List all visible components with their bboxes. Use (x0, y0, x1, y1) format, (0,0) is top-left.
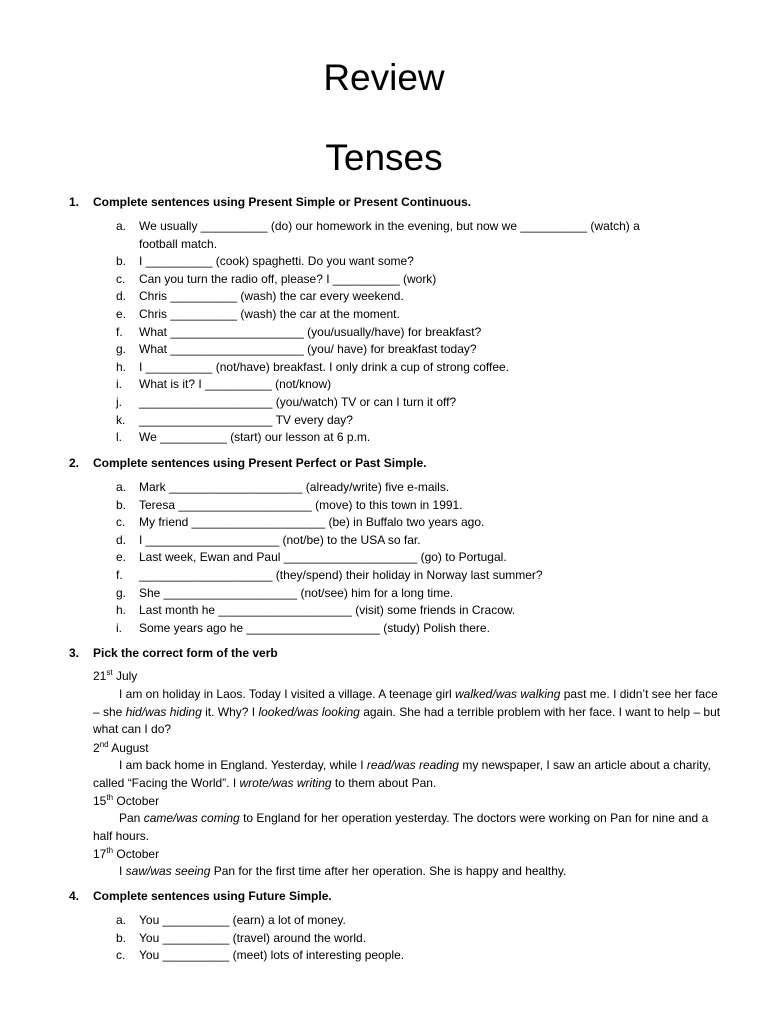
diary-date: 2nd August (93, 740, 149, 755)
diary-paragraph: I am on holiday in Laos. Today I visited a village. A teenage girl walked/was walking past me. I didn’t see her face – she hid/was hiding it. Why? I looked/was looking again. She had a terrible problem with her face. I want to help – but what can I do? (93, 687, 721, 737)
list-item: e. Chris __________ (wash) the car at the moment. (116, 306, 400, 321)
diary-date: 15th October (93, 793, 160, 808)
list-item: d. I ____________________ (not/be) to the USA so far. (116, 532, 421, 547)
section-heading-1: 1. Complete sentences using Present Simple or Present Continuous. (69, 195, 472, 209)
list-item: b. I __________ (cook) spaghetti. Do you want some? (116, 254, 414, 269)
list-item: h. I __________ (not/have) breakfast. I only drink a cup of strong coffee. (116, 359, 510, 374)
section-1-list (0, 218, 699, 447)
list-item: g. She ____________________ (not/see) him for a long time. (116, 585, 454, 600)
verb-choice: hid/was hiding (125, 704, 202, 719)
list-item: c. My friend ____________________ (be) in Buffalo two years ago. (116, 515, 485, 530)
verb-choice: walked/was walking (455, 687, 561, 701)
list-item: c. You __________ (meet) lots of interesting people. (116, 948, 405, 963)
list-item: h. Last month he ____________________ (visit) some friends in Cracow. (116, 603, 516, 618)
list-item: i. What is it? I __________ (not/know) (116, 377, 332, 392)
list-item: a. We usually __________ (do) our homework in the evening, but now we __________ (watch) a football match. (116, 219, 640, 251)
list-item: a. Mark ____________________ (already/write) five e-mails. (116, 480, 450, 494)
page-title: Review (323, 57, 445, 98)
verb-choice: wrote/was writing (239, 775, 332, 790)
section-heading-4: 4. Complete sentences using Future Simple. (69, 889, 332, 903)
list-item: f. What ____________________ (you/usually/have) for breakfast? (116, 324, 482, 339)
list-item: a. You __________ (earn) a lot of money. (116, 913, 346, 927)
list-item: c. Can you turn the radio off, please? I __________ (work) (116, 271, 437, 286)
list-item: d. Chris __________ (wash) the car every weekend. (116, 289, 404, 304)
diary-paragraph: Pan came/was coming to England for her operation yesterday. The doctors were working on Pan for nine and a half hours. (93, 811, 709, 843)
diary-date: 21st July (93, 668, 138, 683)
diary-paragraph: I am back home in England. Yesterday, while I read/was reading my newspaper, I saw an article about a charity, called “Facing the World”. I wrote/was writing to them about Pan. (93, 758, 711, 790)
list-item: f. ____________________ (they/spend) their holiday in Norway last summer? (116, 567, 543, 582)
list-item: g. What ____________________ (you/ have) for breakfast today? (116, 342, 477, 357)
diary-paragraph: I saw/was seeing Pan for the first time after her operation. She is happy and healthy. (119, 864, 567, 878)
diary-date: 17th October (93, 846, 160, 861)
section-4-list (0, 912, 699, 965)
verb-choice: read/was reading (366, 758, 459, 772)
list-item: k. ____________________ TV every day? (116, 412, 353, 427)
list-item: j. ____________________ (you/watch) TV or can I turn it off? (116, 394, 457, 409)
verb-choice: looked/was looking (258, 704, 360, 719)
page-subtitle: Tenses (325, 137, 443, 178)
list-item: i. Some years ago he ____________________ (study) Polish there. (116, 620, 490, 635)
list-item: e. Last week, Ewan and Paul ____________________ (go) to Portugal. (116, 550, 507, 565)
verb-choice: saw/was seeing (125, 864, 211, 878)
list-item: b. You __________ (travel) around the world. (116, 930, 367, 945)
list-item: l. We __________ (start) our lesson at 6 p.m. (116, 430, 371, 445)
section-heading-2: 2. Complete sentences using Present Perfect or Past Simple. (69, 456, 427, 470)
verb-choice: came/was coming (143, 811, 240, 825)
section-2-list (0, 479, 699, 637)
section-heading-3: 3. Pick the correct form of the verb (69, 646, 278, 660)
list-item: b. Teresa ____________________ (move) to this town in 1991. (116, 497, 463, 512)
